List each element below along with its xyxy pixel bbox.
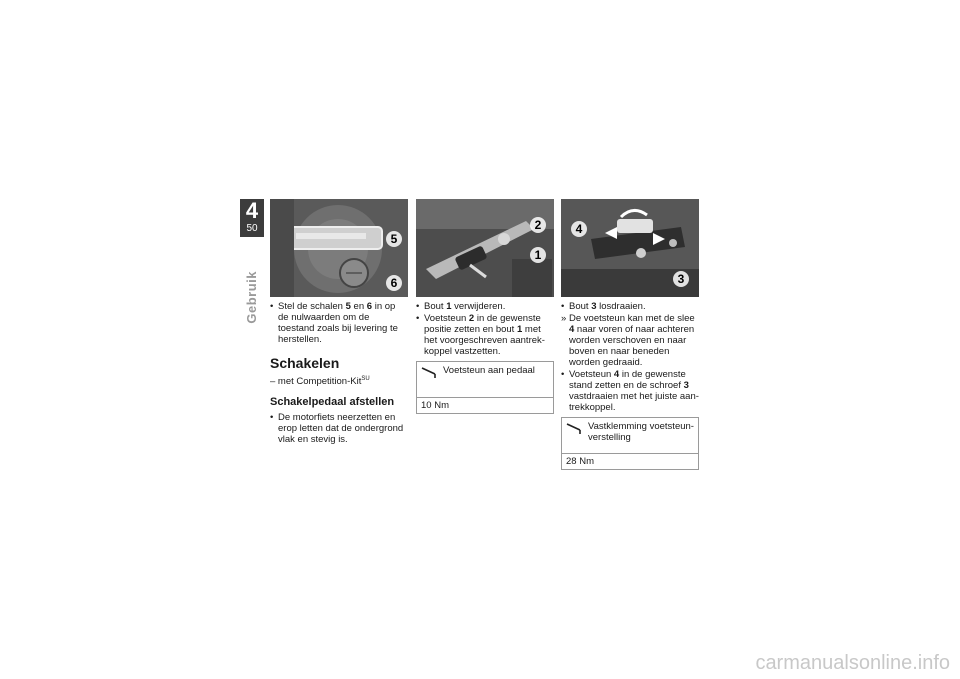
photo-scales	[270, 199, 408, 297]
column-2	[416, 199, 554, 414]
torque-wrench-icon	[421, 365, 439, 379]
torque-spec-2	[561, 417, 699, 470]
steps-list-4	[561, 301, 699, 413]
spec-label: Vastklemming voetsteun-verstelling	[588, 421, 694, 443]
chapter-marker	[240, 199, 264, 237]
callout-6: 6	[386, 275, 402, 291]
column-1	[270, 199, 408, 446]
callout-5: 5	[386, 231, 402, 247]
callout-1: 1	[530, 247, 546, 263]
step-position-footpeg: • Voetsteun 2 in de gewenste positie zetten en bout 1 met het voorgeschreven aantrek-koppel vastzetten.	[416, 313, 554, 357]
callout-4: 4	[571, 221, 587, 237]
steps-list-3	[416, 301, 554, 357]
step-loosen-bolt: • Bout 3 losdraaien.	[561, 301, 699, 312]
torque-spec-1	[416, 361, 554, 414]
result-slide-adjust: » De voetsteun kan met de slee 4 naar voren of naar achteren worden verschoven en naar boven en naar beneden worden gedraaid.	[561, 313, 699, 368]
step-set-scales: • Stel de schalen 5 en 6 in op de nulwaarden om de toestand zoals bij levering te herstellen.	[270, 301, 408, 345]
steps-list-2	[270, 412, 408, 445]
section-heading: Schakelen	[270, 355, 340, 371]
column-3	[561, 199, 699, 470]
spec-value: 28 Nm	[562, 453, 698, 469]
photo-footpeg	[416, 199, 554, 297]
chapter-number: 4	[245, 198, 259, 223]
watermark: carmanualsonline.info	[755, 652, 950, 674]
section-title: Gebruik	[243, 271, 259, 324]
spec-label: Voetsteun aan pedaal	[443, 365, 535, 376]
step-park-bike: • De motorfiets neerzetten en erop letten dat de ondergrond vlak en stevig is.	[270, 412, 408, 445]
step-tighten-screw: • Voetsteun 4 in de gewenste stand zetten en de schroef 3 vastdraaien met het juiste aan-trekkoppel.	[561, 369, 699, 413]
spec-value: 10 Nm	[417, 397, 553, 413]
callout-2: 2	[530, 217, 546, 233]
photo-slide	[561, 199, 699, 297]
section-label	[238, 244, 264, 324]
callout-3: 3	[673, 271, 689, 287]
step-remove-bolt: • Bout 1 verwijderen.	[416, 301, 554, 312]
subsection-heading: Schakelpedaal afstellen	[270, 396, 395, 409]
page-number: 50	[246, 223, 258, 234]
kit-note: – met Competition-Kit$^{SU}$	[270, 376, 370, 388]
steps-list-1	[270, 301, 408, 345]
torque-wrench-icon	[566, 421, 584, 435]
